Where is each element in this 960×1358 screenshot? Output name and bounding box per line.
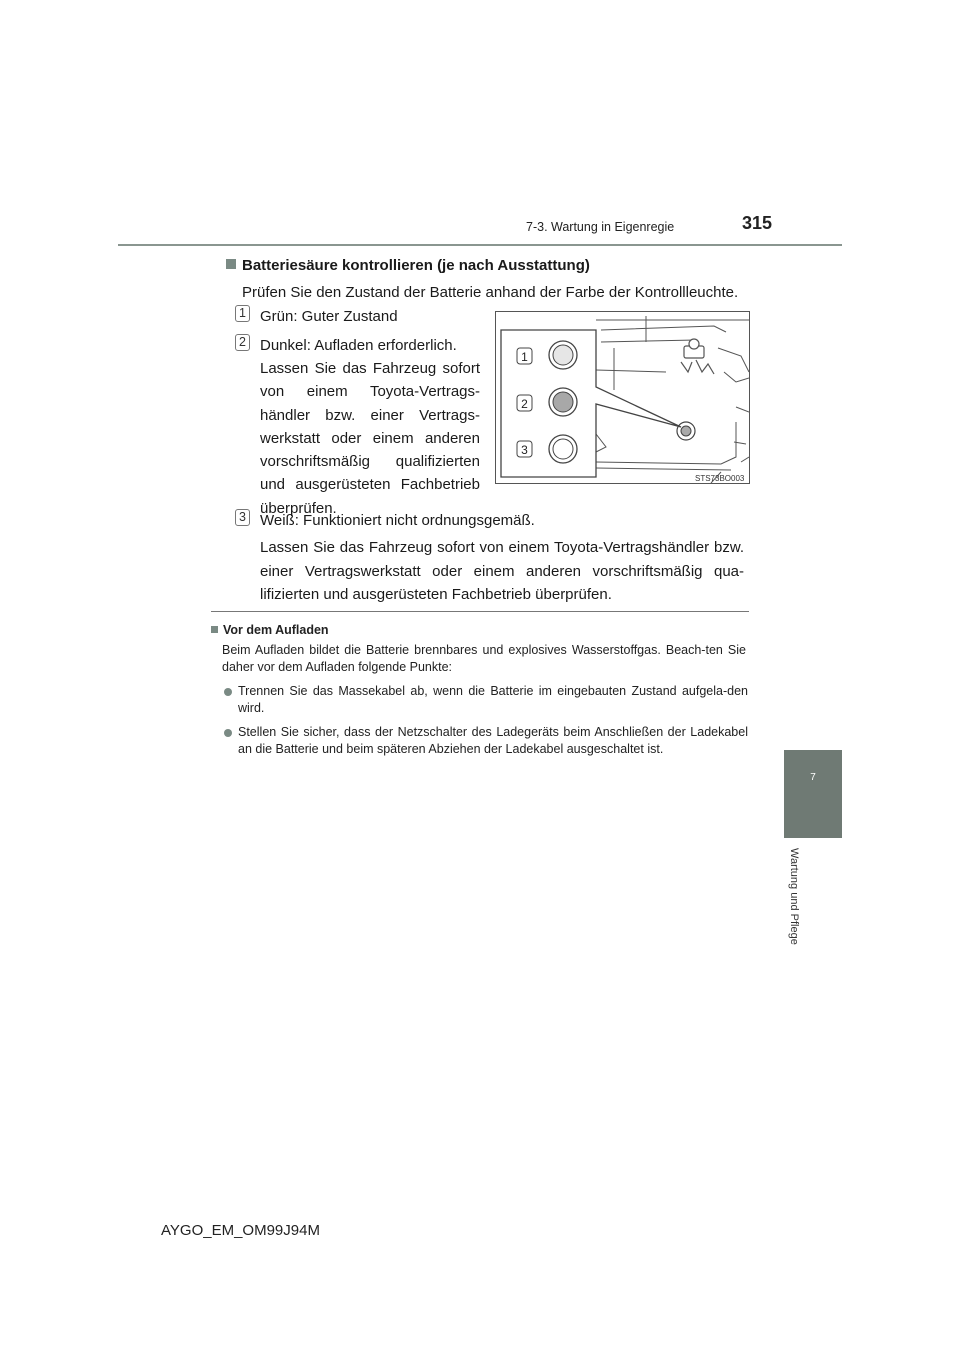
battery-indicator-illustration: [496, 312, 749, 483]
square-bullet-icon: [211, 626, 218, 633]
note-intro: Beim Aufladen bildet die Batterie brennbares und explosives Wasserstoffgas. Beach-ten Sie daher vor dem Aufladen folgende Punkte:: [222, 643, 746, 674]
bullet-dot-icon: [224, 688, 232, 696]
section-heading-text: Batteriesäure kontrollieren (je nach Ausstattung): [242, 257, 590, 274]
item-3-text: Weiß: Funktioniert nicht ordnungsgemäß.: [260, 512, 535, 529]
page-number: 315: [742, 213, 773, 233]
chapter-tab-label: Wartung und Pflege: [788, 848, 800, 945]
item-2-text: Dunkel: Aufladen erforderlich.: [260, 337, 457, 354]
number-3-icon: 3: [235, 509, 250, 526]
item-2-detail: Lassen Sie das Fahrzeug sofort von einem Toyota-Vertrags-händler bzw. einer Vertrags-werkstatt oder einem anderen vorschriftsmäßig qualifizierten und ausgerüsteten Fachbetrieb überprüfen.: [260, 360, 480, 517]
figure-label-1: 1: [521, 350, 528, 364]
header-section-title: 7-3. Wartung in Eigenregie: [526, 220, 675, 234]
figure-code: STS73BO003: [695, 474, 745, 483]
battery-indicator-figure: [495, 311, 750, 484]
note-heading: [211, 623, 329, 637]
item-1-text: Grün: Guter Zustand: [260, 308, 398, 325]
note-bullet-2: Stellen Sie sicher, dass der Netzschalter des Ladegeräts beim Anschließen der Ladekabel an die Batterie und beim späteren Abziehen der Ladekabel ausgeschaltet ist.: [238, 725, 748, 756]
item-3-detail: Lassen Sie das Fahrzeug sofort von einem Toyota-Vertragshändler bzw. einer Vertragswerkstatt oder einem anderen vorschriftsmäßig qua-lifizierten und ausgerüsteten Fachbetrieb überprüfen.: [260, 539, 744, 603]
note-heading-text: Vor dem Aufladen: [223, 623, 329, 637]
header-divider: [118, 244, 842, 246]
figure-label-3: 3: [521, 443, 528, 457]
square-bullet-icon: [226, 259, 236, 269]
document-id: AYGO_EM_OM99J94M: [161, 1222, 320, 1239]
intro-text: Prüfen Sie den Zustand der Batterie anhand der Farbe der Kontrollleuchte.: [242, 284, 739, 301]
section-heading: [226, 257, 590, 274]
chapter-tab-number: 7: [810, 772, 816, 783]
number-1-icon: 1: [235, 305, 250, 322]
bullet-dot-icon: [224, 729, 232, 737]
number-2-icon: 2: [235, 334, 250, 351]
note-bullet-1: Trennen Sie das Massekabel ab, wenn die Batterie im eingebauten Zustand aufgela-den wird.: [238, 684, 748, 715]
note-divider: [211, 611, 749, 612]
chapter-tab: [784, 750, 842, 838]
figure-label-2: 2: [521, 397, 528, 411]
